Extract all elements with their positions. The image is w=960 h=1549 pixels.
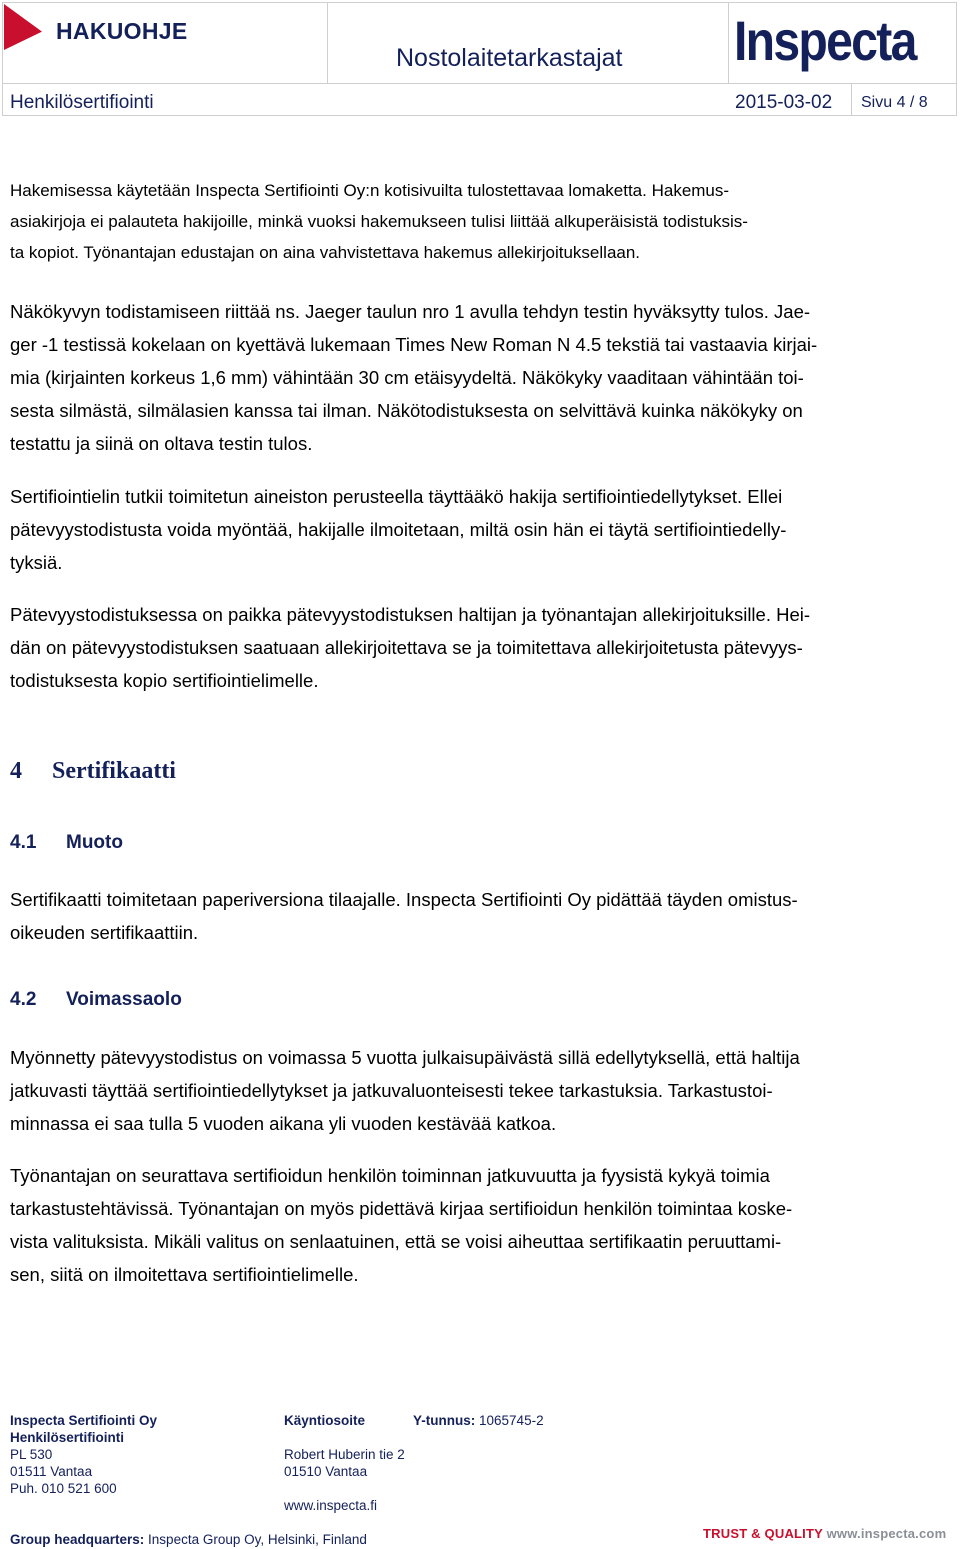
footer-hq <box>10 1531 367 1548</box>
paragraph-format <box>10 883 952 949</box>
section-number: 4 <box>10 758 22 784</box>
header-separator <box>327 2 328 83</box>
footer-ytunnus-value: 1065745-2 <box>479 1413 544 1428</box>
footer-ytunnus <box>413 1412 544 1429</box>
text-line: minnassa ei saa tulla 5 vuoden aikana yli vuoden kestävää katkoa. <box>10 1113 557 1134</box>
footer-hq-value: Inspecta Group Oy, Helsinki, Finland <box>148 1532 367 1547</box>
header-separator <box>728 2 729 83</box>
text-line: tyksiä. <box>10 552 63 573</box>
text-line: jatkuvasti täyttää sertifiointiedellytykset ja jatkuvaluonteisesti tekee tarkastuksia. Tarkastustoi- <box>10 1080 773 1101</box>
text-line: sen, siitä on ilmoitettava sertifiointielimelle. <box>10 1264 359 1285</box>
paragraph-application <box>10 175 952 268</box>
footer-phone: Puh. 010 521 600 <box>10 1481 117 1496</box>
header-divider <box>2 83 957 84</box>
footer-hq-label: Group headquarters: <box>10 1532 145 1547</box>
footer-street: Robert Huberin tie 2 <box>284 1447 405 1462</box>
section-title: Voimassaolo <box>66 989 182 1010</box>
footer-web[interactable]: www.inspecta.fi <box>284 1498 378 1513</box>
text-line: pätevyystodistusta voida myöntää, hakijalle ilmoitetaan, miltä osin hän ei täytä sertifiointiedelly- <box>10 519 787 540</box>
page-number: Sivu 4 / 8 <box>861 94 928 111</box>
text-line: testattu ja siinä on oltava testin tulos. <box>10 433 313 454</box>
trust-label: TRUST & QUALITY <box>703 1526 823 1541</box>
inspecta-logo: Inspecta <box>734 9 916 72</box>
footer-visit-city: 01510 Vantaa <box>284 1464 368 1479</box>
document-type: HAKUOHJE <box>56 18 188 44</box>
footer-visit-label: Käyntiosoite <box>284 1413 366 1428</box>
section-heading-4-2 <box>10 989 182 1011</box>
section-title: Muoto <box>66 832 123 853</box>
footer-visit-block <box>284 1412 405 1514</box>
text-line: Sertifiointielin tutkii toimitetun aineiston perusteella täyttääkö hakija sertifiointiedellytykset. Ellei <box>10 486 783 507</box>
paragraph-signatures <box>10 598 952 697</box>
text-line: Työnantajan on seurattava sertifioidun henkilön toiminnan jatkuvuutta ja fyysistä kykyä toimia <box>10 1165 770 1186</box>
section-heading-4-1 <box>10 832 123 854</box>
text-line: asiakirjoja ei palauteta hakijoille, minkä vuoksi hakemukseen tulisi liittää alkuperäisistä todistuksis- <box>10 212 748 231</box>
section-number: 4.2 <box>10 989 37 1010</box>
text-line: Myönnetty pätevyystodistus on voimassa 5 vuotta julkaisupäivästä sillä edellytyksellä, että haltija <box>10 1047 800 1068</box>
header-separator <box>851 84 852 116</box>
text-line: todistuksesta kopio sertifiointielimelle. <box>10 670 319 691</box>
paragraph-eyesight <box>10 295 952 460</box>
text-line: tarkastustehtävissä. Työnantajan on myös pidettävä kirjaa sertifioidun henkilön toimintaa koske- <box>10 1198 793 1219</box>
text-line: ta kopiot. Työnantajan edustajan on aina vahvistettava hakemus allekirjoituksellaan. <box>10 243 641 262</box>
document-title: Nostolaitetarkastajat <box>396 44 623 72</box>
section-title: Sertifikaatti <box>52 758 176 784</box>
header-subtitle: Henkilösertifiointi <box>10 92 154 113</box>
text-line: ger -1 testissä kokelaan on kyettävä lukemaan Times New Roman N 4.5 tekstiä tai vastaavia kirjai- <box>10 334 818 355</box>
footer-department: Henkilösertifiointi <box>10 1430 125 1445</box>
paragraph-validity <box>10 1041 952 1140</box>
paragraph-evaluation <box>10 480 952 579</box>
trust-web: www.inspecta.com <box>826 1526 947 1541</box>
text-line: sesta silmästä, silmälasien kanssa tai ilman. Näkötodistuksesta on selvittävä kuinka näkökyky on <box>10 400 803 421</box>
header-date: 2015-03-02 <box>735 92 833 113</box>
footer-po-box: PL 530 <box>10 1447 53 1462</box>
text-line: Sertifikaatti toimitetaan paperiversiona tilaajalle. Inspecta Sertifiointi Oy pidättää täyden omistus- <box>10 889 798 910</box>
section-number: 4.1 <box>10 832 37 853</box>
text-line: vista valituksista. Mikäli valitus on senlaatuinen, että se voisi aiheuttaa sertifikaatin peruuttami- <box>10 1231 782 1252</box>
trust-quality-tagline <box>703 1526 946 1541</box>
footer-company-block <box>10 1412 157 1497</box>
text-line: Näkökyvyn todistamiseen riittää ns. Jaeger taulun nro 1 avulla tehdyn testin hyväksytty tulos. Jae- <box>10 301 811 322</box>
text-line: Pätevyystodistuksessa on paikka pätevyystodistuksen haltijan ja työnantajan allekirjoituksille. Hei- <box>10 604 811 625</box>
paragraph-employer <box>10 1159 952 1291</box>
text-line: dän on pätevyystodistuksen saatuaan allekirjoitettava se ja toimitettava allekirjoitetusta pätevyys- <box>10 637 803 658</box>
section-heading-4 <box>10 758 176 785</box>
text-line: oikeuden sertifikaattiin. <box>10 922 199 943</box>
footer-ytunnus-label: Y-tunnus: <box>413 1413 476 1428</box>
footer-company: Inspecta Sertifiointi Oy <box>10 1413 158 1428</box>
text-line: Hakemisessa käytetään Inspecta Sertifiointi Oy:n kotisivuilta tulostettavaa lomaketta. Hakemus- <box>10 181 730 200</box>
footer-po-city: 01511 Vantaa <box>10 1464 93 1479</box>
text-line: mia (kirjainten korkeus 1,6 mm) vähintään 30 cm etäisyydeltä. Näkökyky vaaditaan vähintään toi- <box>10 367 804 388</box>
